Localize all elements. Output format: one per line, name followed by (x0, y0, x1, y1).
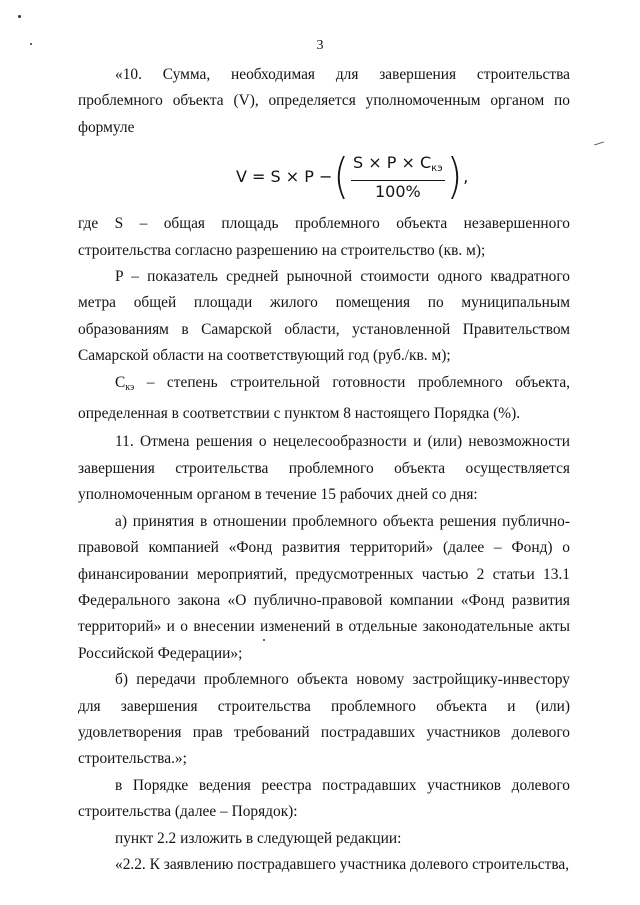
document-body (78, 62, 570, 878)
scan-speck (30, 43, 32, 45)
formula (236, 149, 469, 205)
definition-c-text: – степень строительной готовности проблемного объекта, определенная в соответствии с пунктом 8 настоящего Порядка (%). (78, 373, 570, 423)
formula-tail: , (463, 167, 469, 187)
paragraph-definition-p: P – показатель средней рыночной стоимости одного квадратного метра общей площади жилого помещения по муниципальным образованиям в Самарской области, установленной Правительством Самарской области на соответствующий год (руб./кв. м); (78, 268, 570, 365)
formula-numerator (351, 153, 445, 181)
paragraph-item-2-2: «2.2. К заявлению пострадавшего участника долевого строительства, (115, 855, 570, 873)
formula-fraction (351, 153, 445, 202)
scan-stroke (594, 141, 604, 145)
paragraph-definition-s: где S – общая площадь проблемного объекта незавершенного строительства согласно разрешению на строительство (кв. м); (78, 215, 570, 259)
definition-c-symbol: C (115, 373, 126, 391)
paragraph-item-11a: а) принятия в отношении проблемного объекта решения публично-правовой компанией «Фонд развития территорий» (далее – Фонд) о финансировании мероприятий, предусмотренных частью 2 статьи 13.1 Федерального закона «О публично-правовой компании «Фонд развития территорий» и о внесении изменений в отдельные законодательные акты Российской Федерации»; (78, 512, 570, 662)
page-number: 3 (316, 38, 324, 53)
definition-c-subscript: кэ (125, 381, 135, 393)
formula-numerator-main: S × P × C (353, 152, 432, 172)
paragraph-item-11: 11. Отмена решения о нецелесообразности и (или) невозможности завершения строительства проблемного объекта осуществляется уполномоченным органом в течение 15 рабочих дней со дня: (78, 433, 570, 504)
paragraph-item-2-2-instruction: пункт 2.2 изложить в следующей редакции: (115, 829, 402, 847)
paragraph-item-10: «10. Сумма, необходимая для завершения строительства проблемного объекта (V), определяется уполномоченным органом по формуле (78, 66, 570, 136)
paragraph-definition-c (78, 370, 570, 428)
paragraph-item-11b: б) передачи проблемного объекта новому застройщику-инвестору для завершения строительства проблемного объекта и (или) удовлетворения прав требований пострадавших участников долевого строительства.»; (78, 671, 570, 768)
scan-speck (263, 639, 265, 641)
formula-denominator: 100% (374, 181, 421, 201)
formula-open-paren: ( (333, 149, 350, 205)
formula-lhs: V = S × P − (236, 167, 333, 187)
scan-speck (18, 15, 21, 18)
formula-numerator-subscript: кэ (431, 162, 443, 174)
formula-close-paren: ) (446, 149, 463, 205)
paragraph-registry-order: в Порядке ведения реестра пострадавших участников долевого строительства (далее – Порядок): (78, 776, 570, 821)
formula-block (78, 145, 570, 209)
